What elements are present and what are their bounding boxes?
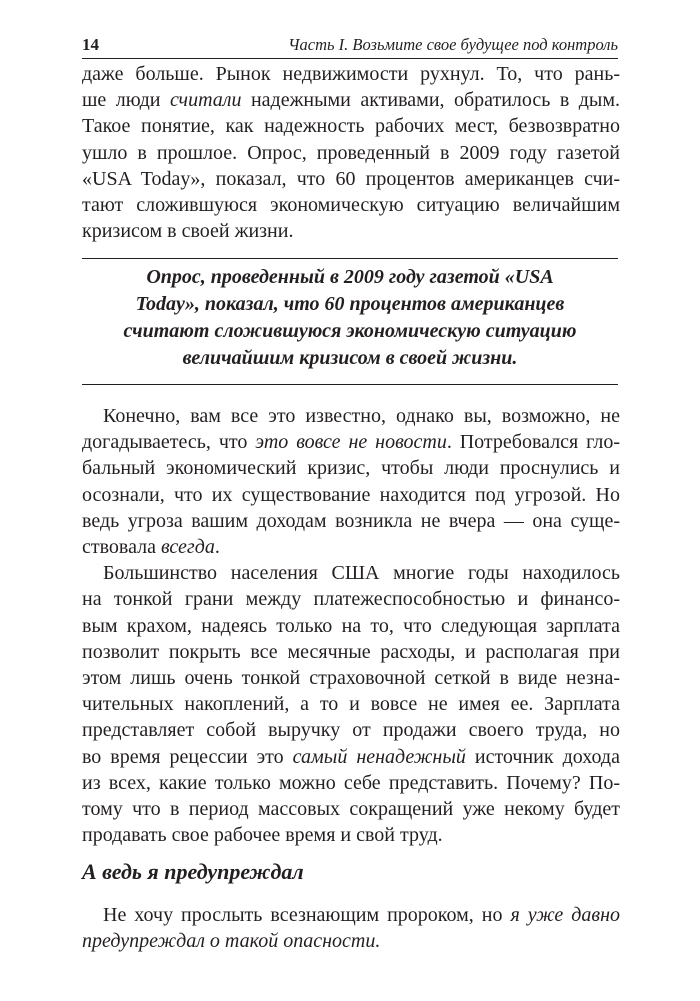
section-heading: А ведь я предупреждал: [82, 859, 304, 884]
running-head-title: Часть I. Возьмите свое будущее под контроль: [288, 35, 618, 54]
emphasis: считали: [169, 89, 242, 112]
emphasis: предупреждал о такой опасности.: [82, 930, 381, 953]
text-line: продавать свое рабочее время и свой труд.: [82, 824, 443, 847]
text-line: из всех, какие только можно себе представить. Почему? По-: [82, 771, 620, 794]
text-line: во время рецессии это самый ненадежный источник дохода: [82, 745, 620, 768]
text-line: ведь угроза вашим доходам возникла не вчера — она суще-: [82, 509, 620, 532]
text-line: Большинство населения США многие годы находилось: [103, 562, 620, 585]
text-line: «USA Today», показал, что 60 процентов американцев счи-: [82, 167, 620, 190]
pullquote-line: считают сложившуюся экономическую ситуацию: [123, 320, 577, 342]
emphasis: я уже давно: [510, 904, 620, 926]
paragraph-2: [82, 403, 620, 848]
text-line: тому что в период массовых сокращений уже некому будет: [82, 798, 620, 821]
text-line: на тонкой грани между платежеспособностью и финансо-: [82, 588, 620, 611]
emphasis: это вовсе не новости: [255, 431, 447, 454]
text-line: [82, 928, 620, 954]
text-line: чительных накоплений, а то и вовсе не имея ее. Зарплата: [82, 693, 620, 716]
text-line: Конечно, вам все это известно, однако вы, возможно, не: [103, 405, 620, 427]
text-line: позволит покрыть все месячные расходы, и располагая при: [82, 640, 620, 663]
text-line: осознали, что их существование находится под угрозой. Но: [82, 483, 620, 506]
text-line: представляет собой выручку от продажи своего труда, но: [82, 719, 620, 742]
text-line: догадываетесь, что это вовсе не новости. Потребовался гло-: [82, 431, 620, 454]
page-number: 14: [82, 35, 99, 54]
text-line: Такое понятие, как надежность рабочих мест, безвозвратно: [82, 115, 620, 138]
text-line: ушло в прошлое. Опрос, проведенный в 2009 году газетой: [82, 141, 620, 164]
text-line: Не хочу прослыть всезнающим пророком, но я уже давно: [103, 904, 620, 926]
text-line: ше люди считали надежными активами, обратилось в дым.: [82, 89, 620, 112]
pullquote-line: величайшим кризисом в своей жизни.: [182, 347, 518, 369]
text-line: даже больше. Рынок недвижимости рухнул. То, что рань-: [82, 63, 620, 85]
paragraph-1: [82, 61, 620, 244]
paragraph-4: [82, 902, 620, 954]
pullquote: [82, 264, 618, 372]
pullquote-line: Опрос, проведенный в 2009 году газетой «USA: [146, 266, 554, 288]
running-header: [82, 36, 618, 58]
text-line: ствовала всегда.: [82, 536, 220, 559]
pullquote-bottom-rule: [82, 384, 618, 385]
text-line: бальный экономический кризис, чтобы люди проснулись и: [82, 457, 620, 480]
emphasis: всегда: [161, 536, 215, 559]
header-rule: [82, 58, 618, 59]
text-line: кризисом в своей жизни.: [82, 220, 294, 243]
text-line: вым крахом, надеясь только на то, что следующая зарплата: [82, 614, 620, 637]
pullquote-line: Today», показал, что 60 процентов американцев: [135, 293, 565, 315]
text-line: этом лишь очень тонкой страховочной сеткой в виде незна-: [82, 667, 620, 690]
text-line: тают сложившуюся экономическую ситуацию величайшим: [82, 194, 620, 217]
emphasis: самый ненадежный: [292, 745, 466, 768]
pullquote-top-rule: [82, 258, 618, 259]
